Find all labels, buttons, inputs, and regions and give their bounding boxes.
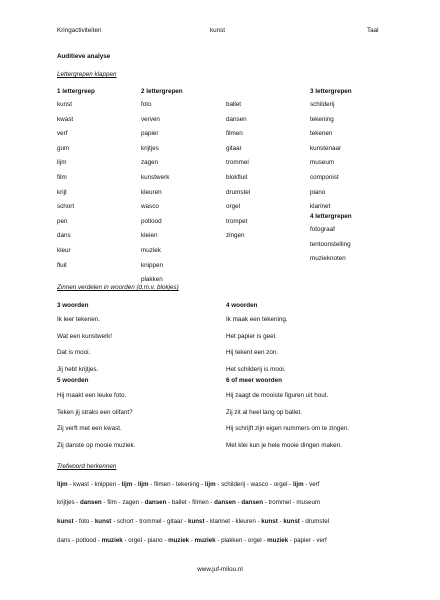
word-item: piano — [310, 188, 326, 196]
word-sequence: - — [277, 518, 284, 525]
sentence-item: Ik maak een tekening. — [226, 316, 288, 323]
word-item: klarinet — [310, 203, 331, 211]
word-sequence: - plakken - orgel - — [215, 537, 268, 544]
keyword-highlight: lijm — [57, 481, 68, 488]
word-item: componist — [310, 173, 339, 181]
word-sequence: - schilderij - wasco - orgel - — [215, 481, 293, 488]
keyword-row-muziek — [57, 537, 327, 544]
keyword-highlight: lijm — [121, 481, 133, 488]
word-item: krijtjes — [141, 144, 159, 152]
sentence-item: Hij schrijft zijn eigen nummers om te zingen. — [226, 425, 350, 432]
word-item: kunstenaar — [310, 144, 342, 152]
keyword-highlight: kunst — [57, 518, 74, 525]
word-item: papier — [141, 130, 159, 138]
col1-heading: 1 lettergreep — [57, 88, 95, 95]
word-item: krijt — [57, 188, 67, 196]
keyword-highlight: kunst — [283, 518, 300, 525]
group-6-heading: 6 of meer woorden — [226, 377, 282, 384]
col3-words — [226, 101, 250, 247]
word-item: verven — [141, 115, 160, 123]
group-4-heading: 4 woorden — [226, 302, 258, 309]
word-sequence: - verf — [303, 481, 320, 488]
word-sequence: - orgel - piano - — [122, 537, 169, 544]
word-item: foto — [141, 101, 152, 108]
word-item: fotograaf — [310, 226, 335, 233]
word-item: tekening — [310, 115, 334, 123]
sentence-item: Hij zaagt de mooiste figuren uit hout. — [226, 392, 329, 399]
keyword-highlight: dansen — [241, 499, 263, 506]
word-item: tentoonstelling — [310, 240, 351, 248]
word-item: kleien — [141, 232, 158, 240]
word-item: zingen — [226, 232, 245, 240]
keyword-highlight: lijm — [137, 481, 149, 488]
word-sequence: - — [235, 499, 242, 506]
word-item: muziek — [141, 246, 161, 254]
keyword-highlight: muziek — [267, 537, 289, 544]
word-item: kunst — [57, 101, 73, 108]
word-item: plakken — [141, 276, 163, 284]
keyword-highlight: kunst — [188, 518, 205, 525]
sentence-item: Dat is mooi. — [57, 349, 91, 356]
word-item: wasco — [141, 203, 159, 211]
word-item: film — [57, 173, 67, 181]
header-center: kunst — [210, 27, 226, 34]
sentence-item: Wat een kunstwerk! — [57, 332, 113, 340]
word-sequence: - trommel - museum — [263, 499, 321, 506]
group-5-sentences — [57, 392, 135, 458]
col4-words2 — [310, 226, 351, 270]
keyword-highlight: dansen — [214, 499, 236, 506]
word-sequence: - klarinet - kleuren - — [204, 518, 262, 525]
sentence-item: Met klei kun je hele mooie dingen maken. — [226, 441, 342, 449]
word-sequence: - drumstel — [299, 518, 330, 525]
sentence-item: Zij zit al heel lang op ballet. — [226, 408, 302, 416]
word-item: drumstel — [226, 188, 251, 196]
word-item: dansen — [226, 115, 247, 123]
section-trefwoord-title: Trefwoord herkennen — [57, 463, 117, 470]
keyword-row-dansen — [57, 499, 320, 506]
keyword-row-kunst — [57, 518, 329, 525]
sentence-item: Het papier is geel. — [226, 332, 277, 340]
group-5-heading: 5 woorden — [57, 377, 89, 384]
word-item: kleuren — [141, 188, 162, 196]
word-sequence: - papier - verf — [288, 537, 327, 544]
word-sequence: - foto - — [73, 518, 95, 525]
sentence-item: Jij hebt krijtjes. — [57, 365, 99, 373]
word-sequence: - film - zagen - — [101, 499, 145, 506]
word-item: dans — [57, 232, 71, 240]
keyword-highlight: muziek — [194, 537, 216, 544]
keyword-highlight: dansen — [80, 499, 102, 506]
sentence-item: Ik leer tekenen. — [57, 316, 101, 323]
header-right: Taal — [367, 27, 379, 34]
word-item: pen — [57, 217, 68, 225]
keyword-highlight: kunst — [94, 518, 112, 525]
main-title: Auditieve analyse — [57, 53, 111, 60]
col4-words — [310, 101, 341, 218]
keyword-highlight: dansen — [144, 499, 167, 506]
keyword-highlight: muziek — [101, 537, 123, 544]
word-item: schilderij — [310, 101, 335, 108]
sentence-item: Hij tekent een zon. — [226, 349, 279, 356]
word-item: tekenen — [310, 130, 333, 138]
word-sequence: - — [189, 537, 195, 544]
word-sequence: - filmen - tekening - — [148, 481, 205, 488]
word-sequence: - ballet - filmen - — [166, 499, 215, 506]
word-item: gum — [57, 144, 70, 152]
col2-words — [141, 101, 169, 291]
col4-heading: 3 lettergrepen — [310, 88, 352, 95]
word-item: gitaar — [226, 144, 242, 152]
word-item: trommel — [226, 159, 249, 167]
sentence-item: Het schilderij is mooi. — [226, 365, 286, 373]
group-6-sentences — [226, 392, 349, 458]
word-item: knippen — [141, 261, 164, 269]
word-item: trompet — [226, 217, 248, 225]
keyword-highlight: muziek — [168, 537, 190, 544]
sentence-item: Zij verft met een kwast. — [57, 425, 122, 432]
keyword-row-lijm — [57, 481, 319, 488]
keyword-highlight: lijm — [204, 481, 216, 488]
word-item: muzieknoten — [310, 255, 346, 263]
word-item: zagen — [141, 159, 159, 167]
word-item: museum — [310, 159, 335, 167]
word-sequence: - kwast - knippen - — [67, 481, 122, 488]
keyword-highlight: kunst — [261, 518, 278, 525]
word-item: kleur — [57, 246, 71, 254]
sentence-item: Teken jij straks een olifant? — [57, 408, 133, 416]
word-item: filmen — [226, 130, 243, 138]
word-item: blokfluit — [226, 173, 248, 181]
footer-url: www.juf-milou.nl — [197, 566, 243, 573]
word-item: orgel — [226, 203, 241, 211]
word-sequence: krijtjes - — [57, 499, 81, 506]
sentence-item: Zij danste op mooie muziek. — [57, 441, 136, 449]
keyword-highlight: lijm — [292, 481, 304, 488]
group-3-heading: 3 woorden — [57, 302, 89, 309]
word-item: schort — [57, 203, 75, 211]
group-4-sentences — [226, 316, 288, 382]
word-sequence: dans - potlood - — [57, 537, 102, 544]
sentence-item: Hij maakt een leuke foto. — [57, 392, 127, 399]
word-item: fluit — [57, 261, 67, 269]
col4-heading2: 4 lettergrepen — [310, 213, 352, 220]
col1-words — [57, 101, 74, 276]
word-item: ballet — [226, 101, 242, 108]
word-item: potlood — [141, 217, 162, 225]
word-item: lijm — [57, 159, 67, 167]
section-lettergrepen-title: Lettergrepen klappen — [57, 71, 117, 78]
word-item: kunstwerk — [141, 173, 170, 181]
group-3-sentences — [57, 316, 112, 382]
word-item: kwast — [57, 115, 74, 123]
word-item: verf — [57, 130, 68, 138]
col2-heading: 2 lettergrepen — [141, 88, 183, 95]
header-left: Kringactiviteiten — [57, 27, 102, 34]
word-sequence: - — [132, 481, 138, 488]
word-sequence: - schort - trommel - gitaar - — [111, 518, 189, 525]
section-zinnen-title: Zinnen verdelen in woorden (d.m.v. blokjes) — [57, 284, 179, 291]
